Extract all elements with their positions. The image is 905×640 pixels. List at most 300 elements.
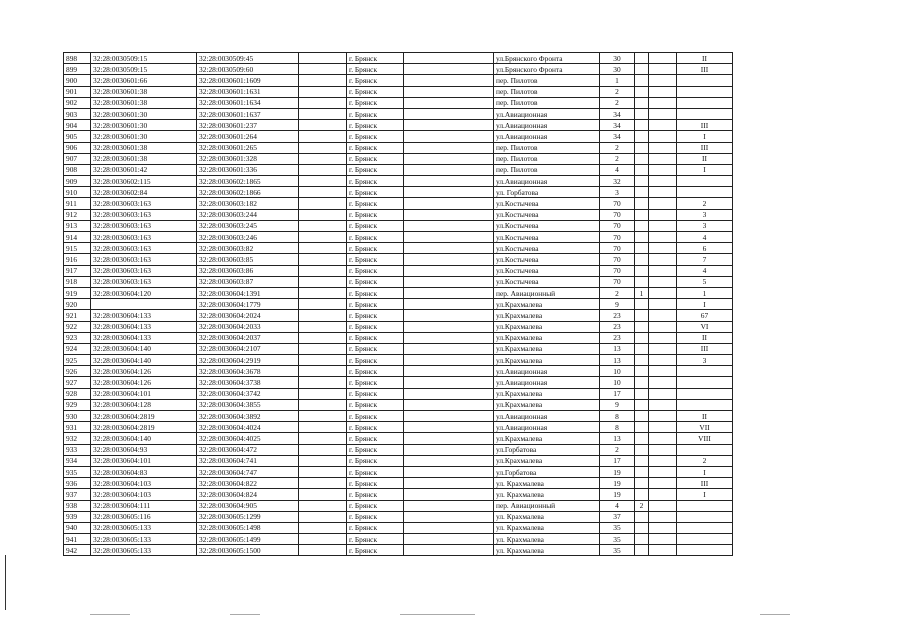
cell-room	[677, 187, 733, 198]
cell-building	[635, 433, 649, 444]
cell-room: 67	[677, 310, 733, 321]
table-row	[64, 377, 733, 388]
cell-object-number: 32:28:0030603:85	[197, 254, 299, 265]
cell-flat	[649, 310, 677, 321]
cell-parcel-number: 32:28:0030604:2819	[91, 411, 197, 422]
cell-house-number: 23	[600, 310, 635, 321]
cell-row-number: 919	[64, 287, 91, 298]
cell-empty-col	[299, 545, 347, 556]
cell-city: г. Брянск	[347, 366, 404, 377]
table-row	[64, 243, 733, 254]
table-row	[64, 86, 733, 97]
table-row	[64, 176, 733, 187]
cell-house-number: 19	[600, 478, 635, 489]
cell-parcel-number: 32:28:0030602:115	[91, 176, 197, 187]
cell-flat	[649, 187, 677, 198]
cell-building	[635, 388, 649, 399]
cell-flat	[649, 53, 677, 64]
cell-street: ул.Костычева	[494, 198, 600, 209]
cell-house-number: 13	[600, 355, 635, 366]
cell-street: пер. Пилотов	[494, 97, 600, 108]
cell-object-number: 32:28:0030604:3892	[197, 411, 299, 422]
cell-flat	[649, 198, 677, 209]
table-row	[64, 433, 733, 444]
cell-city: г. Брянск	[347, 489, 404, 500]
table-row	[64, 232, 733, 243]
table-row	[64, 64, 733, 75]
cell-building	[635, 366, 649, 377]
table-row	[64, 545, 733, 556]
cell-parcel-number: 32:28:0030603:163	[91, 243, 197, 254]
table-row	[64, 444, 733, 455]
cell-parcel-number: 32:28:0030604:128	[91, 399, 197, 410]
cell-room: VIII	[677, 433, 733, 444]
cell-empty-col	[404, 86, 494, 97]
cell-city: г. Брянск	[347, 287, 404, 298]
cell-empty-col	[404, 366, 494, 377]
cell-room: I	[677, 131, 733, 142]
cell-empty-col	[299, 422, 347, 433]
cell-empty-col	[404, 355, 494, 366]
cell-row-number: 935	[64, 466, 91, 477]
cell-building	[635, 153, 649, 164]
cell-object-number: 32:28:0030509:45	[197, 53, 299, 64]
cell-flat	[649, 108, 677, 119]
cell-street: ул.Авиационная	[494, 377, 600, 388]
cell-street: ул.Брянского Фронта	[494, 53, 600, 64]
cell-object-number: 32:28:0030604:747	[197, 466, 299, 477]
cell-flat	[649, 299, 677, 310]
cell-flat	[649, 86, 677, 97]
cell-object-number: 32:28:0030603:82	[197, 243, 299, 254]
cell-object-number: 32:28:0030602:1866	[197, 187, 299, 198]
cell-street: ул.Костычева	[494, 243, 600, 254]
cell-row-number: 926	[64, 366, 91, 377]
cell-row-number: 932	[64, 433, 91, 444]
cell-empty-col	[404, 131, 494, 142]
cell-room: 4	[677, 265, 733, 276]
cell-empty-col	[404, 108, 494, 119]
cell-empty-col	[404, 466, 494, 477]
cell-street: ул. Крахмалева	[494, 534, 600, 545]
cell-row-number: 902	[64, 97, 91, 108]
cell-flat	[649, 411, 677, 422]
cell-city: г. Брянск	[347, 108, 404, 119]
cell-flat	[649, 120, 677, 131]
cell-building	[635, 243, 649, 254]
cell-house-number: 10	[600, 366, 635, 377]
cell-empty-col	[404, 422, 494, 433]
table-row	[64, 388, 733, 399]
cell-parcel-number: 32:28:0030604:93	[91, 444, 197, 455]
cell-street: пер. Пилотов	[494, 153, 600, 164]
cell-object-number: 32:28:0030604:3738	[197, 377, 299, 388]
cell-object-number: 32:28:0030605:1499	[197, 534, 299, 545]
cell-building	[635, 265, 649, 276]
cell-flat	[649, 232, 677, 243]
cell-house-number: 35	[600, 534, 635, 545]
cell-building	[635, 332, 649, 343]
cell-house-number: 2	[600, 153, 635, 164]
cell-house-number: 10	[600, 377, 635, 388]
cell-object-number: 32:28:0030605:1498	[197, 522, 299, 533]
cell-building	[635, 276, 649, 287]
cell-building	[635, 176, 649, 187]
cell-flat	[649, 131, 677, 142]
cell-street: ул.Авиационная	[494, 411, 600, 422]
cell-street: ул. Крахмалева	[494, 489, 600, 500]
table-row	[64, 310, 733, 321]
cell-empty-col	[404, 444, 494, 455]
cell-parcel-number: 32:28:0030604:2819	[91, 422, 197, 433]
cell-flat	[649, 377, 677, 388]
cell-empty-col	[299, 120, 347, 131]
cell-city: г. Брянск	[347, 254, 404, 265]
cell-empty-col	[404, 209, 494, 220]
cell-empty-col	[299, 232, 347, 243]
cell-house-number: 13	[600, 433, 635, 444]
cell-street: ул.Костычева	[494, 232, 600, 243]
cell-row-number: 900	[64, 75, 91, 86]
cell-room	[677, 176, 733, 187]
cell-row-number: 909	[64, 176, 91, 187]
cell-building	[635, 131, 649, 142]
cell-object-number: 32:28:0030603:87	[197, 276, 299, 287]
cell-city: г. Брянск	[347, 164, 404, 175]
cell-empty-col	[404, 433, 494, 444]
cell-empty-col	[299, 310, 347, 321]
cell-street: пер. Пилотов	[494, 142, 600, 153]
cell-flat	[649, 388, 677, 399]
cell-object-number: 32:28:0030603:182	[197, 198, 299, 209]
cell-house-number: 34	[600, 131, 635, 142]
cell-room: I	[677, 299, 733, 310]
cell-empty-col	[299, 478, 347, 489]
cell-street: ул.Брянского Фронта	[494, 64, 600, 75]
cell-object-number: 32:28:0030604:3742	[197, 388, 299, 399]
cell-empty-col	[404, 411, 494, 422]
cell-house-number: 30	[600, 53, 635, 64]
cell-row-number: 922	[64, 321, 91, 332]
cell-street: ул.Крахмалева	[494, 399, 600, 410]
table-row	[64, 75, 733, 86]
cell-city: г. Брянск	[347, 332, 404, 343]
cell-street: пер. Пилотов	[494, 86, 600, 97]
cell-house-number: 4	[600, 164, 635, 175]
cell-street: ул.Крахмалева	[494, 343, 600, 354]
cell-street: ул. Крахмалева	[494, 545, 600, 556]
cell-room: 2	[677, 198, 733, 209]
cell-city: г. Брянск	[347, 545, 404, 556]
table-row	[64, 399, 733, 410]
cell-room: 5	[677, 276, 733, 287]
table-row	[64, 53, 733, 64]
cell-house-number: 19	[600, 489, 635, 500]
cell-room: 7	[677, 254, 733, 265]
cell-house-number: 9	[600, 299, 635, 310]
cell-house-number: 70	[600, 209, 635, 220]
cell-room: 3	[677, 355, 733, 366]
cell-street: пер. Пилотов	[494, 164, 600, 175]
cell-house-number: 23	[600, 321, 635, 332]
cell-empty-col	[404, 243, 494, 254]
cell-city: г. Брянск	[347, 321, 404, 332]
cell-parcel-number: 32:28:0030601:30	[91, 108, 197, 119]
cell-empty-col	[404, 254, 494, 265]
cell-row-number: 931	[64, 422, 91, 433]
cell-room: 4	[677, 232, 733, 243]
cell-empty-col	[404, 478, 494, 489]
cell-street: ул.Авиационная	[494, 108, 600, 119]
cell-object-number: 32:28:0030604:2037	[197, 332, 299, 343]
scan-noise	[760, 614, 790, 615]
cell-row-number: 942	[64, 545, 91, 556]
cell-building	[635, 86, 649, 97]
cell-city: г. Брянск	[347, 153, 404, 164]
cell-empty-col	[404, 489, 494, 500]
table-row	[64, 500, 733, 511]
cell-object-number: 32:28:0030604:3678	[197, 366, 299, 377]
cell-parcel-number: 32:28:0030601:38	[91, 97, 197, 108]
cell-house-number: 9	[600, 399, 635, 410]
cell-room	[677, 522, 733, 533]
cell-room: III	[677, 142, 733, 153]
cell-empty-col	[404, 287, 494, 298]
cell-parcel-number: 32:28:0030604:133	[91, 332, 197, 343]
cell-city: г. Брянск	[347, 86, 404, 97]
cell-city: г. Брянск	[347, 276, 404, 287]
cell-room: II	[677, 332, 733, 343]
cell-city: г. Брянск	[347, 53, 404, 64]
cell-house-number: 70	[600, 198, 635, 209]
cell-row-number: 915	[64, 243, 91, 254]
cell-building	[635, 187, 649, 198]
cell-room: 3	[677, 209, 733, 220]
table-row	[64, 220, 733, 231]
cell-empty-col	[404, 310, 494, 321]
cell-row-number: 905	[64, 131, 91, 142]
cell-street: ул. Крахмалева	[494, 478, 600, 489]
cell-empty-col	[299, 388, 347, 399]
cell-flat	[649, 287, 677, 298]
table-row	[64, 411, 733, 422]
cell-empty-col	[299, 153, 347, 164]
cell-room: VI	[677, 321, 733, 332]
cell-row-number: 925	[64, 355, 91, 366]
cell-city: г. Брянск	[347, 455, 404, 466]
cell-room: I	[677, 466, 733, 477]
cell-flat	[649, 433, 677, 444]
table-row	[64, 366, 733, 377]
cell-street: ул.Крахмалева	[494, 455, 600, 466]
cell-room	[677, 108, 733, 119]
cell-city: г. Брянск	[347, 187, 404, 198]
register-table	[63, 52, 733, 556]
cell-object-number: 32:28:0030604:822	[197, 478, 299, 489]
cell-parcel-number: 32:28:0030601:30	[91, 120, 197, 131]
cell-city: г. Брянск	[347, 534, 404, 545]
cell-object-number: 32:28:0030605:1500	[197, 545, 299, 556]
cell-building	[635, 489, 649, 500]
cell-house-number: 4	[600, 500, 635, 511]
cell-building	[635, 377, 649, 388]
cell-empty-col	[404, 53, 494, 64]
table-row	[64, 209, 733, 220]
cell-street: ул.Авиационная	[494, 366, 600, 377]
table-row	[64, 489, 733, 500]
cell-parcel-number: 32:28:0030604:126	[91, 377, 197, 388]
cell-object-number: 32:28:0030604:2107	[197, 343, 299, 354]
cell-empty-col	[299, 343, 347, 354]
table-row	[64, 265, 733, 276]
cell-city: г. Брянск	[347, 343, 404, 354]
cell-parcel-number: 32:28:0030604:103	[91, 478, 197, 489]
cell-house-number: 2	[600, 86, 635, 97]
cell-row-number: 929	[64, 399, 91, 410]
cell-house-number: 34	[600, 108, 635, 119]
cell-row-number: 938	[64, 500, 91, 511]
cell-room: 1	[677, 287, 733, 298]
cell-city: г. Брянск	[347, 422, 404, 433]
cell-parcel-number: 32:28:0030604:133	[91, 321, 197, 332]
cell-flat	[649, 97, 677, 108]
cell-room	[677, 366, 733, 377]
cell-room: I	[677, 164, 733, 175]
cell-parcel-number: 32:28:0030604:140	[91, 355, 197, 366]
cell-empty-col	[404, 534, 494, 545]
cell-parcel-number: 32:28:0030603:163	[91, 198, 197, 209]
cell-building	[635, 142, 649, 153]
cell-flat	[649, 444, 677, 455]
table-row	[64, 120, 733, 131]
cell-row-number: 934	[64, 455, 91, 466]
cell-building: 2	[635, 500, 649, 511]
cell-street: ул.Костычева	[494, 254, 600, 265]
cell-house-number: 70	[600, 232, 635, 243]
cell-street: ул.Крахмалева	[494, 433, 600, 444]
cell-row-number: 899	[64, 64, 91, 75]
cell-street: ул.Крахмалева	[494, 321, 600, 332]
cell-house-number: 30	[600, 64, 635, 75]
cell-building	[635, 220, 649, 231]
cell-object-number: 32:28:0030604:4025	[197, 433, 299, 444]
cell-room: II	[677, 153, 733, 164]
cell-parcel-number: 32:28:0030604:133	[91, 310, 197, 321]
cell-object-number: 32:28:0030601:1631	[197, 86, 299, 97]
cell-object-number: 32:28:0030604:741	[197, 455, 299, 466]
cell-house-number: 35	[600, 522, 635, 533]
table-row	[64, 97, 733, 108]
cell-object-number: 32:28:0030603:244	[197, 209, 299, 220]
cell-room: 2	[677, 455, 733, 466]
cell-parcel-number: 32:28:0030604:111	[91, 500, 197, 511]
cell-empty-col	[404, 276, 494, 287]
cell-object-number: 32:28:0030603:86	[197, 265, 299, 276]
cell-flat	[649, 153, 677, 164]
cell-house-number: 8	[600, 411, 635, 422]
table-row	[64, 198, 733, 209]
cell-house-number: 70	[600, 254, 635, 265]
cell-empty-col	[299, 254, 347, 265]
cell-street: ул.Авиационная	[494, 131, 600, 142]
cell-parcel-number: 32:28:0030603:163	[91, 254, 197, 265]
cell-empty-col	[404, 220, 494, 231]
cell-empty-col	[299, 522, 347, 533]
cell-parcel-number: 32:28:0030604:140	[91, 433, 197, 444]
cell-city: г. Брянск	[347, 209, 404, 220]
cell-empty-col	[404, 399, 494, 410]
cell-empty-col	[404, 500, 494, 511]
cell-empty-col	[404, 120, 494, 131]
cell-street: ул.Костычева	[494, 220, 600, 231]
cell-row-number: 917	[64, 265, 91, 276]
cell-building	[635, 310, 649, 321]
cell-room: II	[677, 53, 733, 64]
cell-parcel-number: 32:28:0030601:30	[91, 131, 197, 142]
cell-empty-col	[299, 332, 347, 343]
cell-building	[635, 444, 649, 455]
cell-house-number: 17	[600, 388, 635, 399]
cell-object-number: 32:28:0030604:2024	[197, 310, 299, 321]
cell-empty-col	[299, 500, 347, 511]
cell-city: г. Брянск	[347, 388, 404, 399]
cell-empty-col	[299, 433, 347, 444]
cell-parcel-number: 32:28:0030605:133	[91, 522, 197, 533]
cell-row-number: 927	[64, 377, 91, 388]
cell-house-number: 70	[600, 243, 635, 254]
cell-row-number: 920	[64, 299, 91, 310]
cell-parcel-number: 32:28:0030601:38	[91, 142, 197, 153]
cell-building	[635, 53, 649, 64]
cell-flat	[649, 478, 677, 489]
table-row	[64, 321, 733, 332]
cell-empty-col	[404, 455, 494, 466]
cell-room: VII	[677, 422, 733, 433]
cell-empty-col	[299, 466, 347, 477]
cell-room: III	[677, 64, 733, 75]
cell-room	[677, 388, 733, 399]
cell-building	[635, 232, 649, 243]
cell-building	[635, 534, 649, 545]
cell-room: 3	[677, 220, 733, 231]
cell-room	[677, 444, 733, 455]
cell-row-number: 914	[64, 232, 91, 243]
cell-flat	[649, 243, 677, 254]
cell-object-number: 32:28:0030603:245	[197, 220, 299, 231]
cell-row-number: 913	[64, 220, 91, 231]
cell-empty-col	[404, 232, 494, 243]
cell-row-number: 911	[64, 198, 91, 209]
cell-flat	[649, 176, 677, 187]
cell-parcel-number: 32:28:0030605:116	[91, 511, 197, 522]
register-body	[64, 53, 733, 556]
cell-flat	[649, 254, 677, 265]
cell-room	[677, 399, 733, 410]
cell-empty-col	[404, 299, 494, 310]
cell-flat	[649, 399, 677, 410]
cell-flat	[649, 209, 677, 220]
cell-row-number: 898	[64, 53, 91, 64]
cell-city: г. Брянск	[347, 265, 404, 276]
cell-empty-col	[404, 97, 494, 108]
cell-parcel-number: 32:28:0030605:133	[91, 545, 197, 556]
cell-object-number: 32:28:0030604:1779	[197, 299, 299, 310]
cell-empty-col	[299, 220, 347, 231]
cell-parcel-number: 32:28:0030509:15	[91, 64, 197, 75]
cell-flat	[649, 332, 677, 343]
cell-flat	[649, 422, 677, 433]
cell-building	[635, 299, 649, 310]
